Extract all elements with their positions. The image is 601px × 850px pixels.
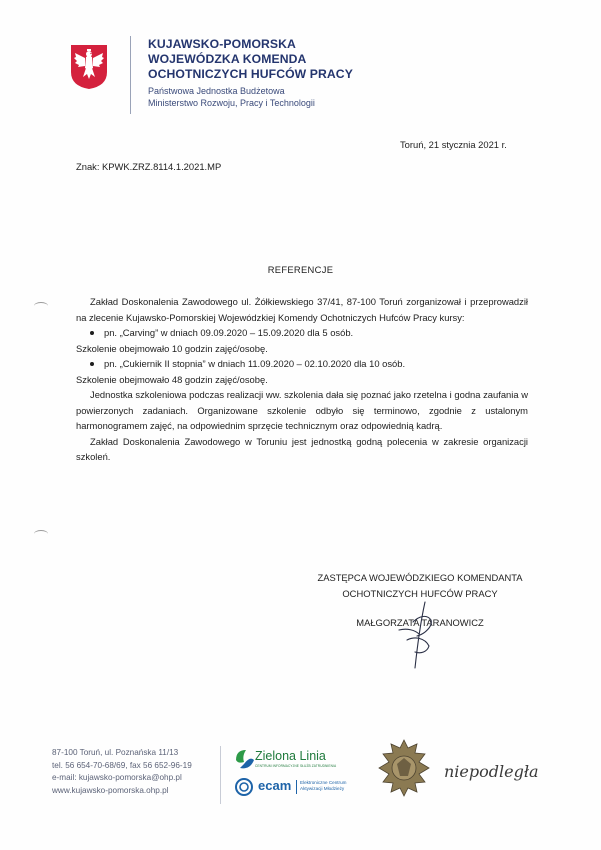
org-name-line2: WOJEWÓDZKA KOMENDA (148, 52, 307, 66)
letter-body (76, 294, 528, 465)
zielona-linia-name: Zielona Linia (255, 749, 326, 763)
course-line: pn. „Carving” w dniach 09.09.2020 – 15.09.2020 dla 5 osób. (104, 327, 354, 338)
recommendation-paragraph: Zakład Doskonalenia Zawodowego w Toruniu jest jednostką godną polecenia w zakresie organizacji szkoleń. (76, 435, 528, 462)
handwritten-signature (385, 600, 445, 670)
footer-website: www.kujawsko-pomorska.ohp.pl (52, 785, 169, 795)
reference-number: Znak: KPWK.ZRZ.8114.1.2021.MP (76, 161, 222, 172)
punch-hole-mark (34, 530, 48, 538)
signatory-title-line1: ZASTĘPCA WOJEWÓDZKIEGO KOMENDANTA (317, 572, 523, 583)
org-subtitle-ministry: Ministerstwo Rozwoju, Pracy i Technologii (148, 98, 315, 108)
signatory-title-line2: OCHOTNICZYCH HUFCÓW PRACY (342, 588, 498, 599)
footer-divider (220, 746, 221, 804)
niepodlegla-text: niepodległa (444, 762, 539, 781)
bullet-icon (90, 362, 94, 366)
footer-address: 87-100 Toruń, ul. Poznańska 11/13 (52, 748, 179, 757)
niepodlegla-logo (440, 760, 570, 784)
evaluation-paragraph: Jednostka szkoleniowa podczas realizacji ww. szkolenia dała się poznać jako rzetelna i godna zaufania w powierzonych zadaniach. Organizowane szkolenie odbyło się terminowo, zgodnie z ustalonym harmonogramem zajęć, na odpowiednim sprzęcie technicznym oraz odpowiednią kadrą. (76, 389, 528, 431)
ecam-divider (296, 780, 297, 794)
org-name-line3: OCHOTNICZYCH HUFCÓW PRACY (148, 67, 353, 81)
ecam-name: ecam (258, 778, 292, 793)
zielona-linia-subtitle: CENTRUM INFORMACYJNE SŁUŻB ZATRUDNIENIA (255, 764, 337, 768)
document-title: REFERENCJE (267, 264, 334, 275)
course-item (76, 325, 528, 341)
letter-date: Toruń, 21 stycznia 2021 r. (400, 139, 507, 150)
signatory-name: MAŁGORZATA TARANOWICZ (356, 617, 484, 628)
punch-hole-mark (34, 302, 48, 310)
ecam-subtitle: Elektroniczne Centrum Aktywizacji Młodzieży (300, 780, 347, 791)
course-item (76, 356, 528, 372)
footer-contact (52, 747, 232, 797)
intro-paragraph: Zakład Doskonalenia Zawodowego ul. Żółkiewskiego 37/41, 87-100 Toruń zorganizował i przeprowadził na zlecenie Kujawsko-Pomorskiej Wojewódzkiej Komendy Ochotniczych Hufców Pracy kursy: (76, 296, 528, 323)
eagle-emblem-icon (70, 44, 108, 90)
course-hours: Szkolenie obejmowało 48 godzin zajęć/osobę. (76, 373, 268, 385)
footer-phone: tel. 56 654-70-68/69, fax 56 652-96-19 (52, 760, 192, 770)
header-divider (130, 36, 131, 114)
org-name-line1: KUJAWSKO-POMORSKA (148, 37, 296, 51)
ohp-badge-icon (375, 738, 433, 798)
course-hours: Szkolenie obejmowało 10 godzin zajęć/osobę. (76, 342, 268, 354)
footer-email: e-mail: kujawsko-pomorska@ohp.pl (52, 773, 182, 783)
organization-header (148, 37, 448, 109)
course-line: pn. „Cukiernik II stopnia” w dniach 11.09.2020 – 02.10.2020 dla 10 osób. (104, 358, 406, 369)
bullet-icon (90, 331, 94, 335)
org-subtitle-status: Państwowa Jednostka Budżetowa (148, 86, 285, 96)
